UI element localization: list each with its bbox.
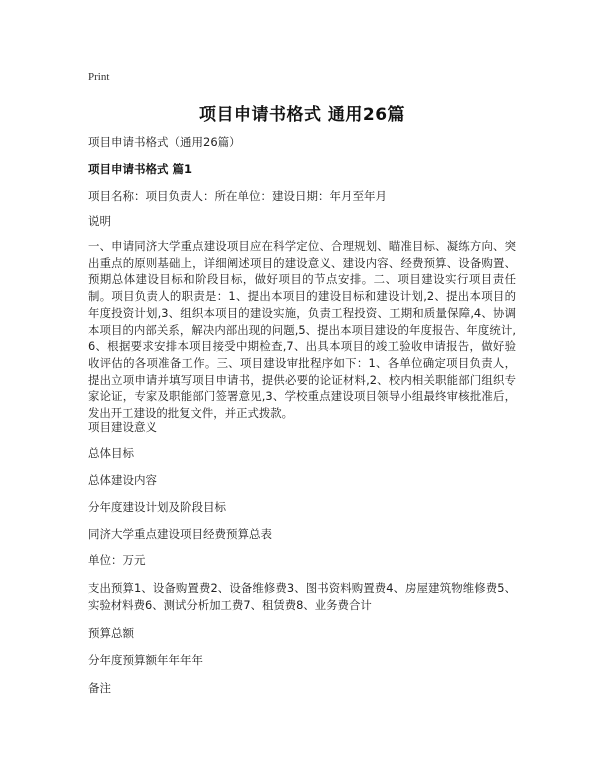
remarks: 备注: [88, 681, 111, 695]
budget-total: 预算总额: [88, 626, 134, 640]
item-budget-table-title: 同济大学重点建设项目经费预算总表: [88, 527, 272, 541]
item-unit: 单位：万元: [88, 553, 146, 567]
project-info-line: 项目名称：项目负责人：所在单位：建设日期：年月至年月: [88, 189, 387, 203]
item-project-significance: 项目建设意义: [88, 420, 157, 434]
item-overall-goal: 总体目标: [88, 446, 134, 460]
section-heading: 项目申请书格式 篇1: [88, 162, 193, 176]
item-annual-plan: 分年度建设计划及阶段目标: [88, 500, 226, 514]
explain-paragraph: 一、申请同济大学重点建设项目应在科学定位、合理规划、瞄准目标、凝练方向、突出重点的原则基础上，详细阐述项目的建设意义、建设内容、经费预算、设备购置、预期总体建设目标和阶段目标，做好项目的节点安排。二、项目建设实行项目责任制。项目负责人的职责是：1、提出本项目的建设目标和建设计划,2、提出本项目的年度投资计划,3、组织本项目的建设实施，负责工程投资、工期和质量保障,4、协调本项目的内部关系，解决内部出现的问题,5、提出本项目建设的年度报告、年度统计,6、根据要求安排本项目接受中期检查,7、出具本项目的竣工验收申请报告，做好验收评估的各项准备工作。三、项目建设审批程序如下：1、各单位确定项目负责人，提出立项申请并填写项目申请书，提供必要的论证材料,2、校内相关职能部门组织专家论证，专家及职能部门签署意见,3、学校重点建设项目领导小组最终审核批准后，发出开工建设的批复文件，并正式拨款。: [88, 239, 516, 421]
document-subtitle: 项目申请书格式（通用26篇）: [88, 135, 241, 149]
explain-label: 说明: [88, 214, 111, 228]
print-link[interactable]: Print: [88, 71, 110, 83]
annual-budget: 分年度预算额年年年年: [88, 653, 203, 667]
item-overall-content: 总体建设内容: [88, 473, 157, 487]
page-title: 项目申请书格式 通用26篇: [198, 105, 406, 125]
budget-line: 支出预算1、设备购置费2、设备维修费3、图书资料购置费4、房屋建筑物维修费5、实验材料费6、测试分析加工费7、租赁费8、业务费合计: [88, 581, 516, 612]
